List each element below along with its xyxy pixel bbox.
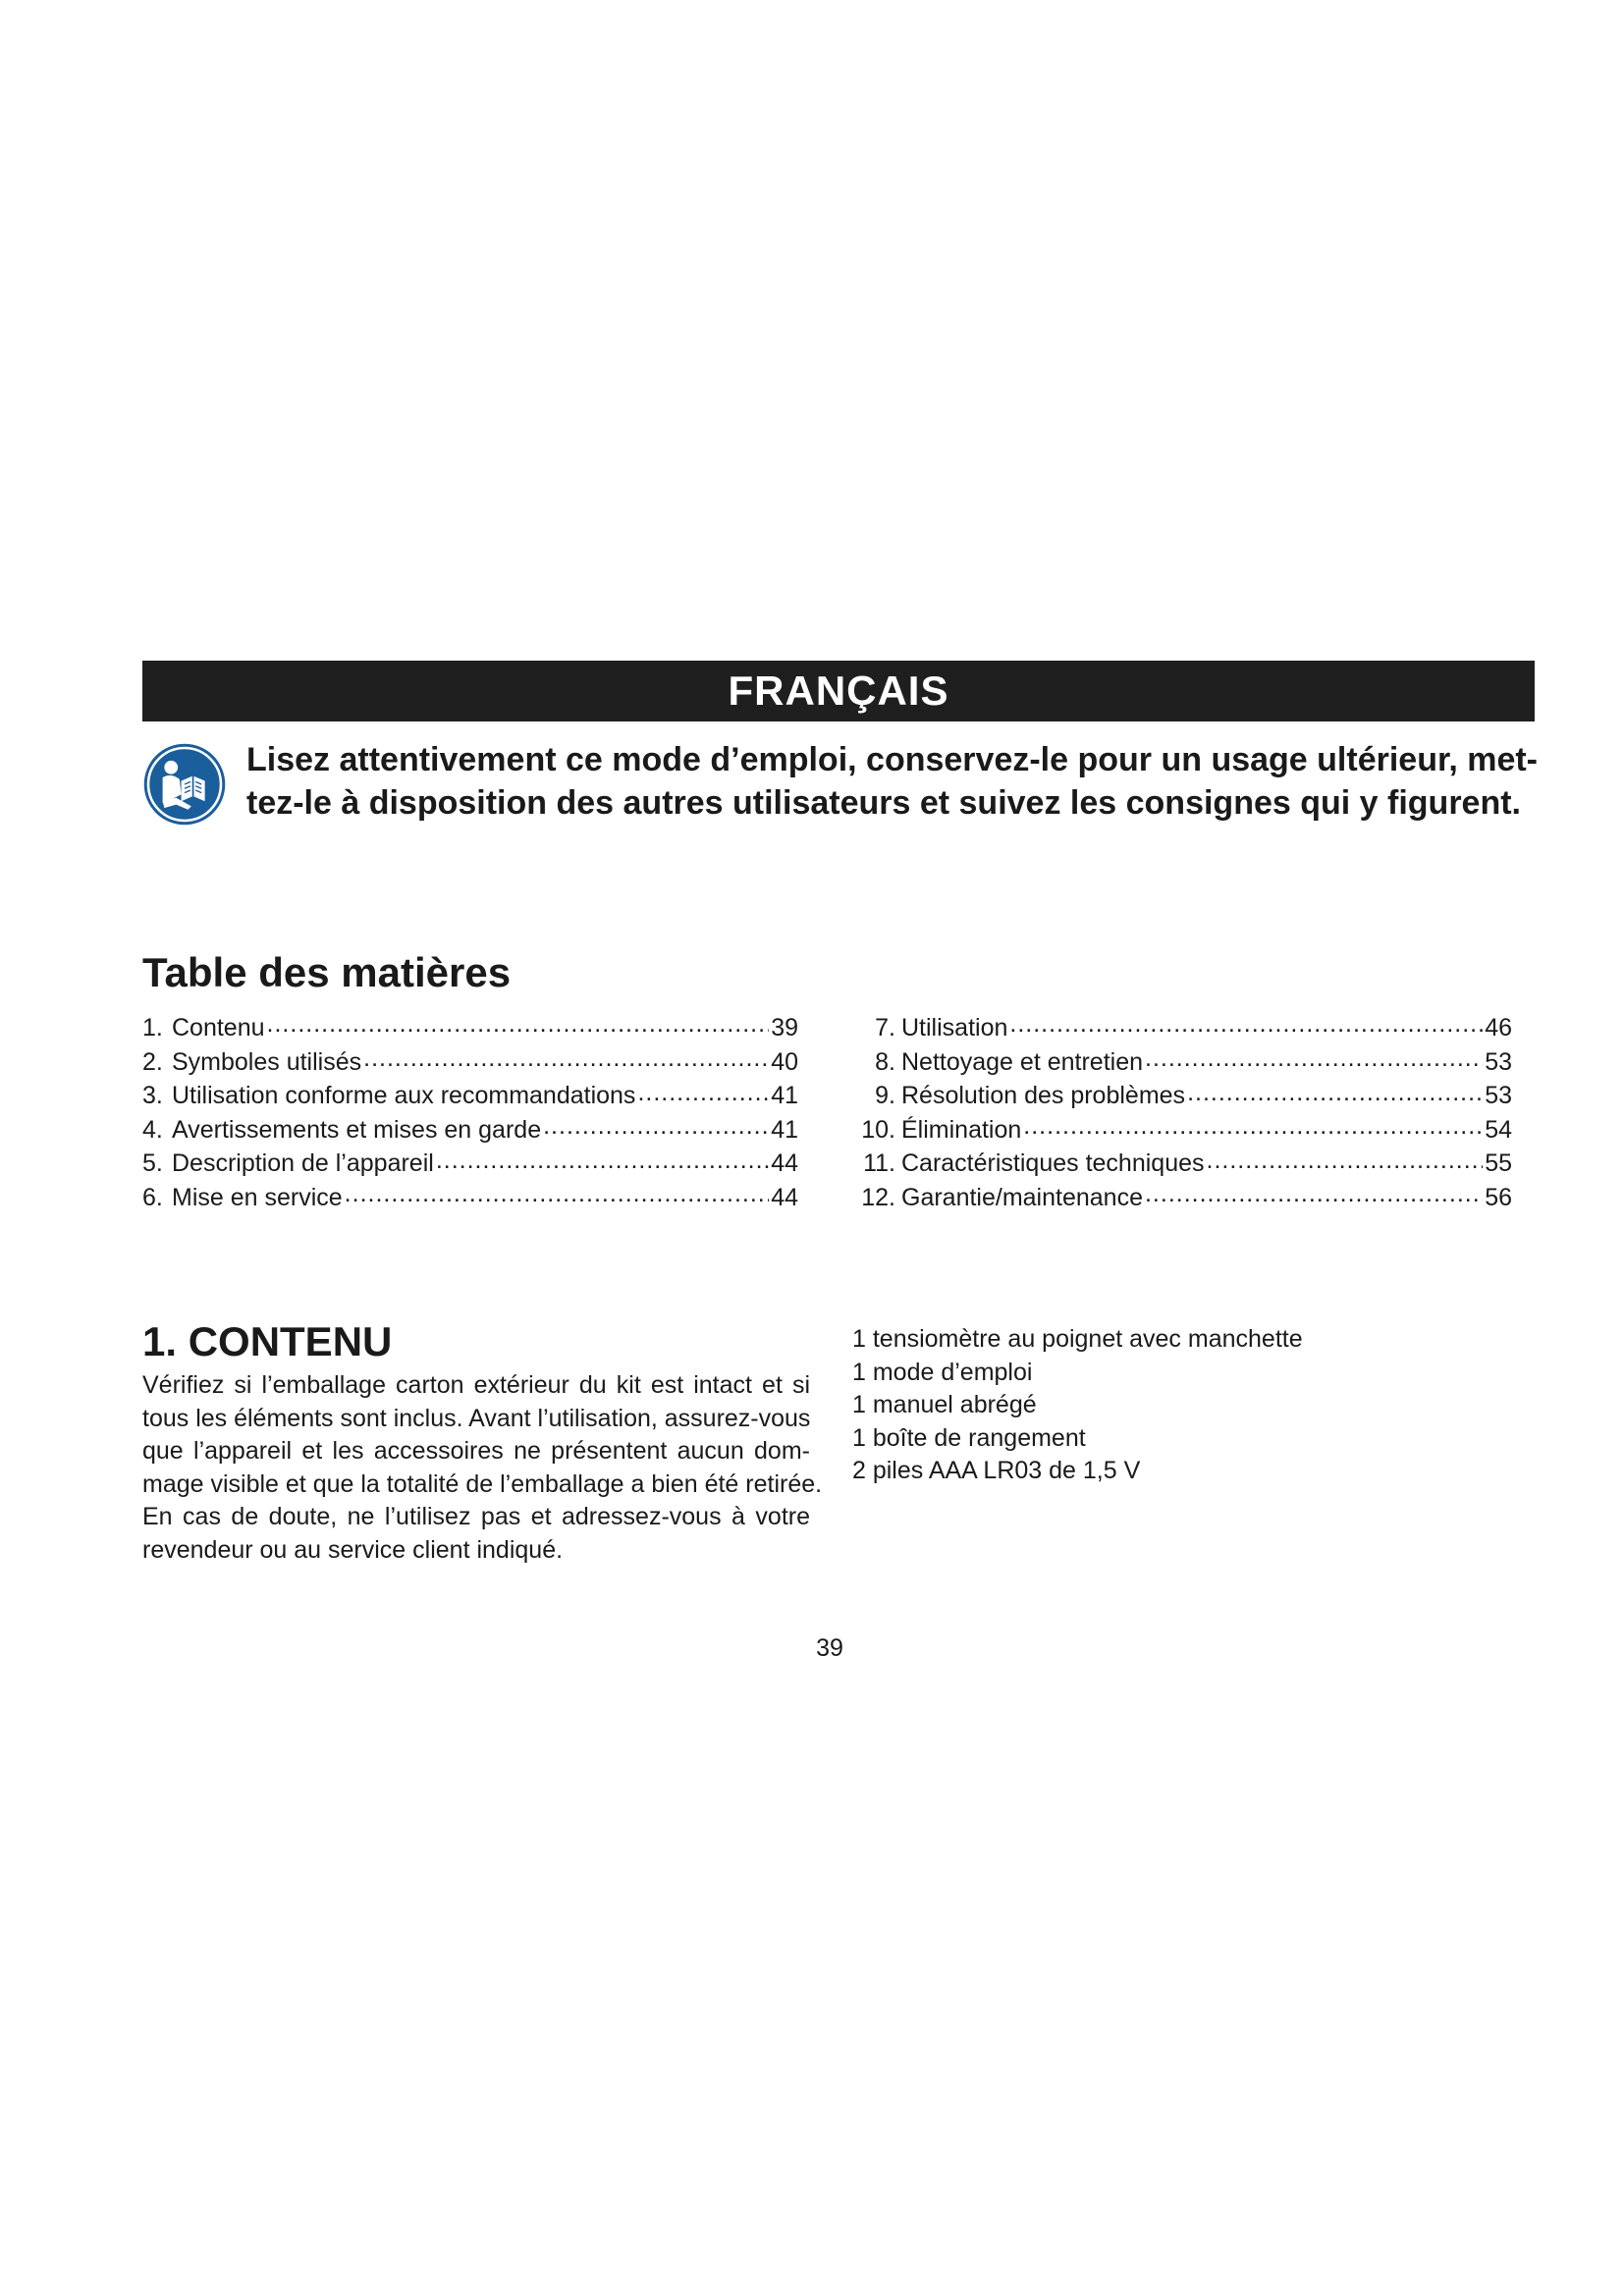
toc-entry-number: 12. — [861, 1183, 895, 1211]
toc-dot-leader — [436, 1147, 769, 1171]
page-number: 39 — [816, 1634, 843, 1662]
list-item: 2 piles AAA LR03 de 1,5 V — [852, 1457, 1141, 1485]
body-line: Vérifiez si l’emballage carton extérieur du kit est intact et si — [142, 1371, 810, 1399]
toc-entry-number: 11. — [863, 1149, 895, 1178]
toc-entry-label: Résolution des problèmes — [901, 1082, 1186, 1110]
toc-entry-number: 6. — [142, 1183, 163, 1211]
toc-dot-leader — [1207, 1147, 1484, 1171]
toc-entry-number: 7. — [875, 1014, 895, 1041]
toc-dot-leader — [267, 1011, 770, 1036]
toc-entry-page: 46 — [1485, 1014, 1512, 1041]
toc-entry — [856, 1011, 1512, 1045]
section-body — [142, 1369, 823, 1567]
body-line: que l’appareil et les accessoires ne présentent aucun dom- — [142, 1437, 810, 1465]
body-line: revendeur ou au service client indiqué. — [142, 1535, 564, 1564]
toc-entry — [856, 1181, 1512, 1215]
package-contents-list — [852, 1323, 1500, 1488]
toc-title: Table des matières — [142, 949, 512, 995]
toc-entry-label: Utilisation — [901, 1014, 1008, 1041]
toc-entry-number: 5. — [142, 1149, 163, 1178]
list-item: 1 manuel abrégé — [852, 1391, 1037, 1419]
toc-entry-page: 54 — [1485, 1115, 1512, 1144]
toc-entry-number: 2. — [142, 1047, 163, 1076]
toc-entry — [142, 1045, 798, 1080]
body-line: En cas de doute, ne l’utilisez pas et adressez-vous à votre — [142, 1503, 810, 1530]
toc-entry-number: 1. — [142, 1014, 163, 1041]
list-item: 1 tensiomètre au poignet avec manchette — [852, 1325, 1303, 1353]
toc-entry-page: 53 — [1485, 1047, 1512, 1076]
toc-entry-label: Description de l’appareil — [172, 1149, 434, 1178]
notice-text — [246, 738, 1537, 825]
read-manual-notice — [142, 738, 1537, 836]
toc-entry-number: 3. — [142, 1082, 163, 1110]
toc-entry — [856, 1113, 1512, 1148]
notice-line-1: Lisez attentivement ce mode d’emploi, conservez-le pour un usage ultérieur, met- — [246, 741, 1538, 778]
toc-entry-page: 39 — [771, 1014, 798, 1041]
toc-entry-page: 44 — [771, 1149, 798, 1178]
toc-dot-leader — [1145, 1181, 1483, 1205]
toc-entry-page: 53 — [1485, 1082, 1512, 1110]
body-line: mage visible et que la totalité de l’emballage a bien été retirée. — [142, 1469, 823, 1498]
toc-left-column — [142, 1011, 798, 1215]
notice-line-2: tez-le à disposition des autres utilisateurs et suivez les consignes qui y figurent. — [246, 784, 1521, 822]
toc-right-column — [856, 1011, 1512, 1215]
toc-entry-page: 55 — [1485, 1149, 1512, 1178]
toc-dot-leader — [1145, 1045, 1483, 1070]
list-item: 1 mode d’emploi — [852, 1358, 1033, 1386]
toc-entry — [142, 1011, 798, 1045]
toc-entry-number: 4. — [142, 1115, 163, 1144]
toc-entry-page: 44 — [771, 1183, 798, 1211]
toc-entry-number: 8. — [875, 1047, 895, 1076]
toc-entry — [142, 1079, 798, 1113]
toc-entry-number: 10. — [861, 1115, 895, 1144]
toc-entry-label: Garantie/maintenance — [901, 1183, 1143, 1211]
toc-dot-leader — [1023, 1113, 1483, 1138]
toc-dot-leader — [543, 1113, 769, 1138]
toc-entry-page: 41 — [771, 1082, 798, 1110]
toc-dot-leader — [1009, 1011, 1483, 1036]
toc-entry-page: 40 — [771, 1047, 798, 1076]
toc-entry — [856, 1079, 1512, 1113]
toc-entry-number: 9. — [875, 1082, 895, 1110]
toc-dot-leader — [637, 1079, 769, 1103]
toc-entry — [142, 1113, 798, 1148]
toc-entry — [856, 1147, 1512, 1181]
toc-entry-label: Élimination — [901, 1115, 1022, 1144]
section-title: 1. CONTENU — [142, 1318, 393, 1364]
toc-entry-label: Contenu — [172, 1014, 265, 1041]
toc-entry-label: Utilisation conforme aux recommandations — [172, 1082, 636, 1110]
toc-dot-leader — [345, 1181, 770, 1205]
list-item: 1 boîte de rangement — [852, 1423, 1086, 1452]
body-line: tous les éléments sont inclus. Avant l’utilisation, assurez-vous — [142, 1404, 811, 1432]
toc-entry-page: 56 — [1485, 1183, 1512, 1211]
toc-entry — [142, 1181, 798, 1215]
toc-entry-label: Nettoyage et entretien — [901, 1047, 1143, 1076]
toc-dot-leader — [363, 1045, 769, 1070]
toc-dot-leader — [1187, 1079, 1483, 1103]
toc-entry-label: Symboles utilisés — [172, 1047, 362, 1076]
toc-entry-label: Caractéristiques techniques — [901, 1149, 1205, 1178]
read-manual-icon — [142, 742, 227, 827]
toc-entry — [856, 1045, 1512, 1080]
toc-entry-label: Mise en service — [172, 1183, 343, 1211]
toc-entry-page: 41 — [771, 1115, 798, 1144]
language-banner: FRANÇAIS — [142, 661, 1535, 721]
toc-entry-label: Avertissements et mises en garde — [172, 1115, 542, 1144]
toc-entry — [142, 1147, 798, 1181]
